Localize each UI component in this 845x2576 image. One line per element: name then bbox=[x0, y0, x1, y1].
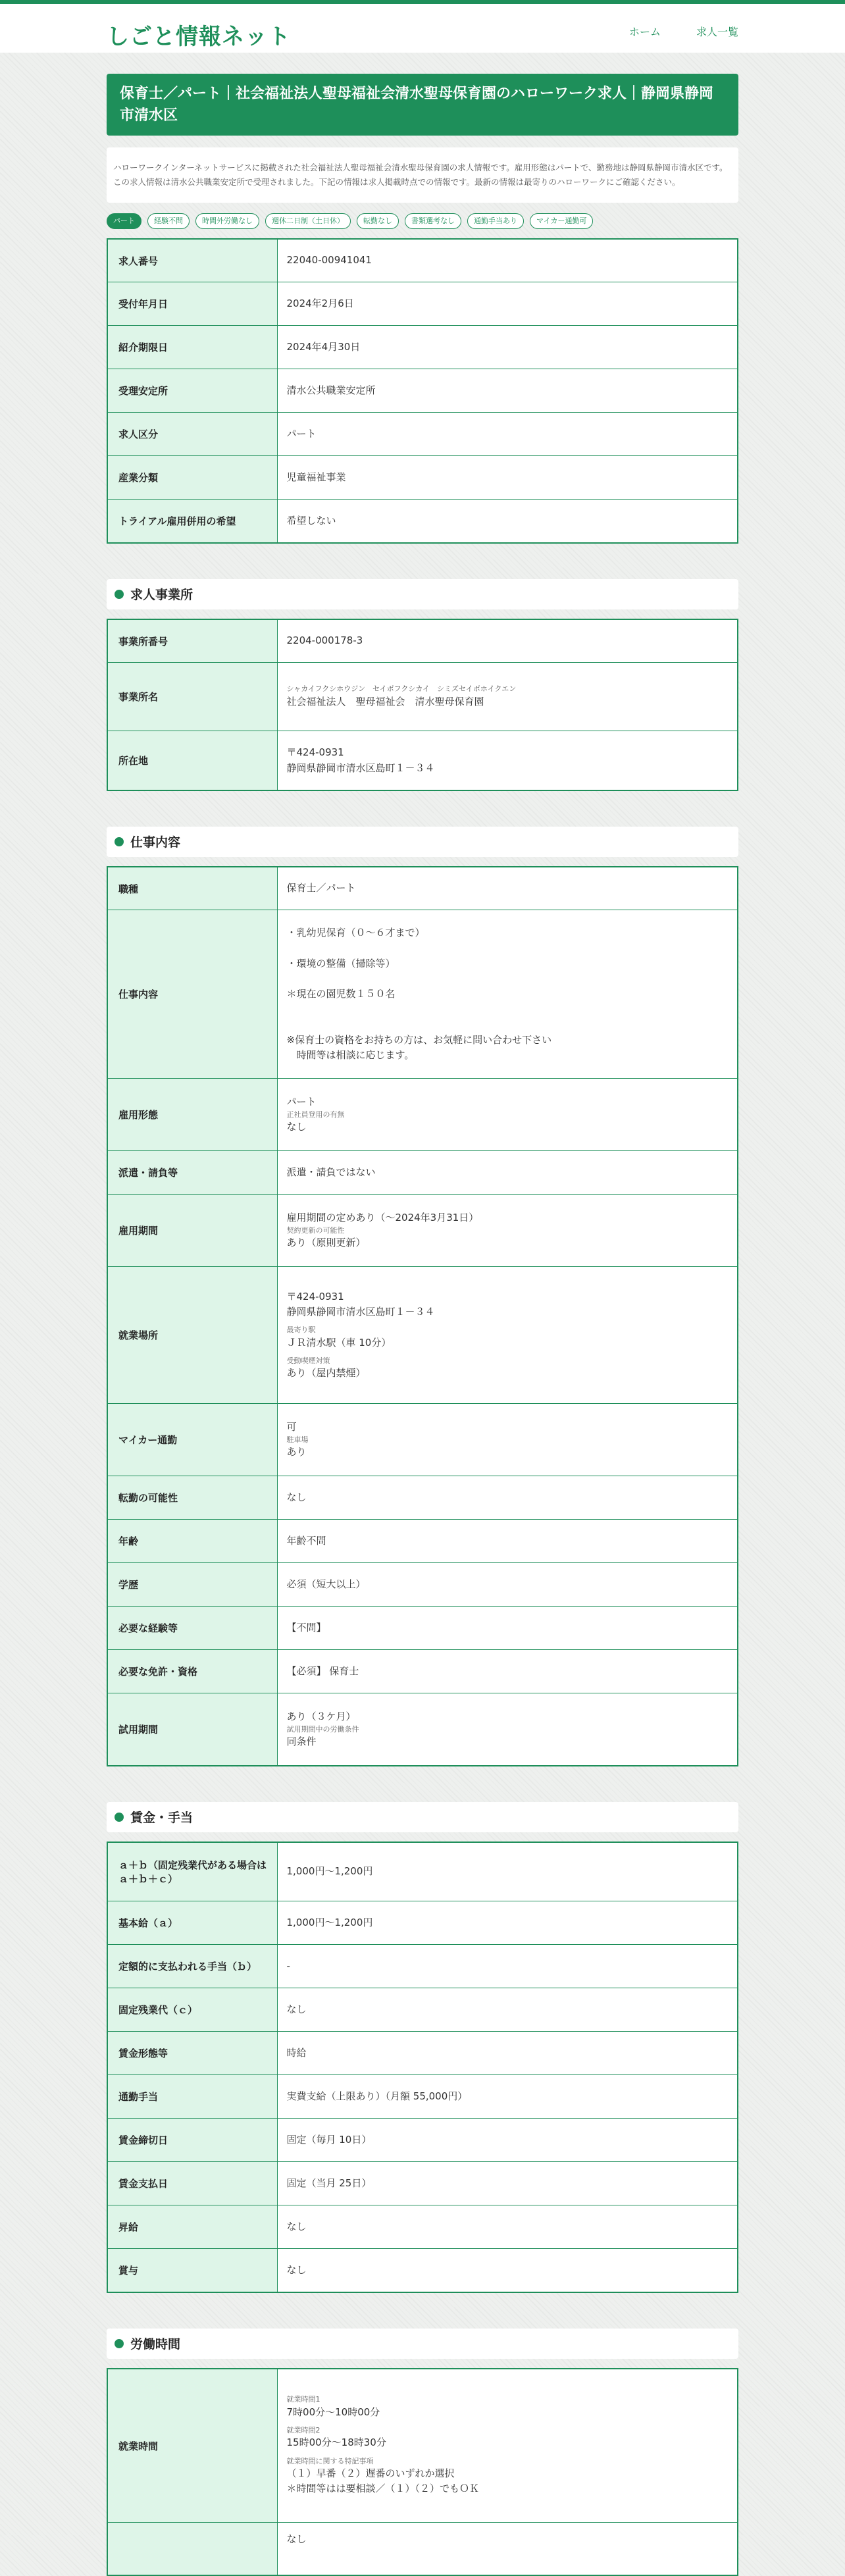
row-value: 児童福祉事業 bbox=[277, 456, 738, 500]
table-row bbox=[107, 731, 738, 790]
sub-label: 契約更新の可能性 bbox=[286, 1226, 345, 1235]
row-value bbox=[277, 1693, 738, 1766]
row-value: 1,000円～1,200円 bbox=[277, 1901, 738, 1945]
hours-table bbox=[107, 2368, 738, 2576]
row-label: 定額的に支払われる手当（ｂ） bbox=[107, 1945, 277, 1988]
section-title: 労働時間 bbox=[130, 2337, 181, 2352]
table-row bbox=[107, 2523, 738, 2575]
row-label: 試用期間 bbox=[107, 1693, 277, 1766]
row-label: 通勤手当 bbox=[107, 2075, 277, 2119]
row-value bbox=[277, 1404, 738, 1476]
trial-condition-value: 同条件 bbox=[286, 1736, 317, 1748]
sub-label: 就業時間に関する特記事項 bbox=[286, 2456, 374, 2465]
table-row bbox=[107, 239, 738, 282]
bullet-dot-icon bbox=[115, 590, 124, 599]
row-value bbox=[277, 663, 738, 731]
hours-note: （１）早番（２）遅番のいずれか選択 ＊時間等はは要相談／（１）（２）でもＯＫ bbox=[286, 2467, 480, 2495]
site-logo[interactable]: しごと情報ネット bbox=[107, 24, 291, 50]
tag: 書類選考なし bbox=[405, 213, 461, 229]
row-label: 学歴 bbox=[107, 1563, 277, 1607]
table-row bbox=[107, 1563, 738, 1607]
table-row bbox=[107, 1650, 738, 1693]
table-row bbox=[107, 2249, 738, 2292]
row-value: 派遣・請負ではない bbox=[277, 1151, 738, 1195]
row-value: - bbox=[277, 1945, 738, 1988]
row-label: 求人区分 bbox=[107, 413, 277, 456]
page-title: 保育士／パート｜社会福祉法人聖母福祉会清水聖母保育園のハローワーク求人｜静岡県静岡市清水区 bbox=[107, 74, 738, 136]
row-value: 1,000円～1,200円 bbox=[277, 1842, 738, 1901]
employment-value: パート bbox=[286, 1095, 317, 1108]
row-label: 職種 bbox=[107, 867, 277, 910]
row-label: 就業時間 bbox=[107, 2369, 277, 2523]
smoke-value: あり（屋内禁煙） bbox=[286, 1367, 366, 1379]
hours-value: 15時00分～18時30分 bbox=[286, 2436, 386, 2449]
section-title: 賃金・手当 bbox=[130, 1811, 193, 1826]
table-row bbox=[107, 1151, 738, 1195]
bullet-dot-icon bbox=[115, 1813, 124, 1822]
sub-label: 試用期間中の労働条件 bbox=[286, 1724, 359, 1734]
parking-value: あり bbox=[286, 1446, 307, 1458]
tag: 通勤手当あり bbox=[467, 213, 524, 229]
table-row bbox=[107, 1267, 738, 1404]
bullet-dot-icon bbox=[115, 2339, 124, 2348]
row-label: 事業所番号 bbox=[107, 619, 277, 663]
section-title: 求人事業所 bbox=[130, 588, 193, 603]
row-value: 実費支給（上限あり）（月額 55,000円） bbox=[277, 2075, 738, 2119]
row-label: 就業場所 bbox=[107, 1267, 277, 1404]
table-row bbox=[107, 1901, 738, 1945]
basic-info-table bbox=[107, 238, 738, 544]
tag: マイカー通勤可 bbox=[530, 213, 593, 229]
table-row bbox=[107, 413, 738, 456]
row-label: マイカー通勤 bbox=[107, 1404, 277, 1476]
table-row bbox=[107, 2369, 738, 2523]
row-label: 賃金形態等 bbox=[107, 2032, 277, 2075]
site-header bbox=[0, 0, 845, 53]
row-value: 22040-00941041 bbox=[277, 239, 738, 282]
row-label: 賃金締切日 bbox=[107, 2119, 277, 2162]
station-value: ＪＲ清水駅（車 10分） bbox=[286, 1336, 392, 1349]
office-name: 社会福祉法人 聖母福祉会 清水聖母保育園 bbox=[286, 696, 484, 708]
row-label: 雇用形態 bbox=[107, 1079, 277, 1151]
row-label: 受付年月日 bbox=[107, 282, 277, 326]
workplace-value: 〒424-0931 静岡県静岡市清水区島町１－３４ bbox=[286, 1290, 435, 1318]
table-row bbox=[107, 1404, 738, 1476]
row-value: 【必須】 保育士 bbox=[277, 1650, 738, 1693]
row-label: 派遣・請負等 bbox=[107, 1151, 277, 1195]
row-label: 賞与 bbox=[107, 2249, 277, 2292]
row-value: 必須（短大以上） bbox=[277, 1563, 738, 1607]
row-value: 希望しない bbox=[277, 500, 738, 543]
row-value: ・乳幼児保育（０～６才まで） ・環境の整備（掃除等） ＊現在の園児数１５０名 ※保育士の資格をお持ちの方は、お気軽に問い合わせ下さい 時間等は相談に応じます。 bbox=[277, 910, 738, 1079]
row-value: 【不問】 bbox=[277, 1607, 738, 1650]
table-row bbox=[107, 2119, 738, 2162]
table-row bbox=[107, 1988, 738, 2032]
table-row bbox=[107, 1693, 738, 1766]
main-nav bbox=[629, 24, 738, 39]
table-row bbox=[107, 1945, 738, 1988]
table-row bbox=[107, 619, 738, 663]
row-value: なし bbox=[277, 2249, 738, 2292]
row-label: 転勤の可能性 bbox=[107, 1476, 277, 1520]
period-value: 雇用期間の定めあり（～2024年3月31日） bbox=[286, 1211, 479, 1224]
renew-value: あり（原則更新） bbox=[286, 1237, 366, 1249]
row-value: 時給 bbox=[277, 2032, 738, 2075]
table-row bbox=[107, 2162, 738, 2205]
row-value: 年齢不問 bbox=[277, 1520, 738, 1563]
table-row bbox=[107, 663, 738, 731]
bullet-dot-icon bbox=[115, 837, 124, 846]
section-heading-hours bbox=[107, 2329, 738, 2359]
row-label: 所在地 bbox=[107, 731, 277, 790]
row-value bbox=[277, 1267, 738, 1404]
sub-label: 最寄り駅 bbox=[286, 1326, 316, 1335]
job-table bbox=[107, 866, 738, 1766]
row-label: 受理安定所 bbox=[107, 369, 277, 413]
section-heading-office bbox=[107, 579, 738, 609]
section-heading-wage bbox=[107, 1802, 738, 1832]
row-label: 紹介期限日 bbox=[107, 326, 277, 369]
main-content bbox=[107, 53, 738, 2576]
table-row bbox=[107, 282, 738, 326]
sub-label: 駐車場 bbox=[286, 1435, 309, 1445]
row-label: 固定残業代（ｃ） bbox=[107, 1988, 277, 2032]
row-value: パート bbox=[277, 413, 738, 456]
row-label: 雇用期間 bbox=[107, 1195, 277, 1267]
table-row bbox=[107, 1607, 738, 1650]
row-value: なし bbox=[277, 2205, 738, 2249]
section-title: 仕事内容 bbox=[130, 835, 181, 850]
row-label: トライアル雇用併用の希望 bbox=[107, 500, 277, 543]
tag: パート bbox=[107, 213, 141, 229]
sub-label: 正社員登用の有無 bbox=[286, 1110, 345, 1120]
row-label bbox=[107, 2523, 277, 2575]
nav-home-link[interactable]: ホーム bbox=[628, 26, 661, 38]
row-label: 求人番号 bbox=[107, 239, 277, 282]
section-heading-job bbox=[107, 827, 738, 857]
row-label: 事業所名 bbox=[107, 663, 277, 731]
row-label: 産業分類 bbox=[107, 456, 277, 500]
row-value: なし bbox=[277, 2523, 738, 2575]
row-label: 基本給（ａ） bbox=[107, 1901, 277, 1945]
nav-job-list-link[interactable]: 求人一覧 bbox=[696, 26, 738, 38]
tag: 週休二日制（土日休） bbox=[265, 213, 351, 229]
table-row bbox=[107, 910, 738, 1079]
sub-label: 就業時間1 bbox=[286, 2395, 320, 2404]
row-value: 2024年2月6日 bbox=[277, 282, 738, 326]
tag: 転勤なし bbox=[357, 213, 399, 229]
row-label: 必要な経験等 bbox=[107, 1607, 277, 1650]
row-value bbox=[277, 1079, 738, 1151]
row-value bbox=[277, 2369, 738, 2523]
row-value: 〒424-0931 静岡県静岡市清水区島町１－３４ bbox=[277, 731, 738, 790]
office-table bbox=[107, 619, 738, 791]
table-row bbox=[107, 867, 738, 910]
sub-label: 受動喫煙対策 bbox=[286, 1356, 330, 1365]
table-row bbox=[107, 2032, 738, 2075]
intro-text: ハローワークインターネットサービスに掲載された社会福祉法人聖母福祉会清水聖母保育園の求人情報です。雇用形態はパートで、勤務地は静岡県静岡市清水区です。この求人情報は清水公共職業安定所で受理されました。下記の情報は求人掲載時点での情報です。最新の情報は最寄りのハローワークにご確認ください。 bbox=[107, 147, 738, 203]
row-value: なし bbox=[277, 1988, 738, 2032]
row-label: 賃金支払日 bbox=[107, 2162, 277, 2205]
table-row bbox=[107, 1476, 738, 1520]
row-label: 必要な免許・資格 bbox=[107, 1650, 277, 1693]
row-label: 昇給 bbox=[107, 2205, 277, 2249]
wage-table bbox=[107, 1842, 738, 2293]
row-value: 固定（毎月 10日） bbox=[277, 2119, 738, 2162]
row-value: 保育士／パート bbox=[277, 867, 738, 910]
regular-value: なし bbox=[286, 1121, 307, 1133]
car-value: 可 bbox=[286, 1420, 297, 1433]
table-row bbox=[107, 1520, 738, 1563]
table-row bbox=[107, 2205, 738, 2249]
row-value: 清水公共職業安定所 bbox=[277, 369, 738, 413]
row-value: 2204-000178-3 bbox=[277, 619, 738, 663]
trial-value: あり（３ケ月） bbox=[286, 1710, 356, 1722]
table-row bbox=[107, 1079, 738, 1151]
sub-label: 就業時間2 bbox=[286, 2426, 320, 2435]
table-row bbox=[107, 2075, 738, 2119]
row-label: 年齢 bbox=[107, 1520, 277, 1563]
feature-tags bbox=[107, 213, 738, 229]
row-value: 固定（当月 25日） bbox=[277, 2162, 738, 2205]
row-label: 仕事内容 bbox=[107, 910, 277, 1079]
table-row bbox=[107, 1195, 738, 1267]
hours-value: 7時00分～10時00分 bbox=[286, 2406, 380, 2418]
table-row bbox=[107, 326, 738, 369]
row-value bbox=[277, 1195, 738, 1267]
table-row bbox=[107, 500, 738, 543]
tag: 時間外労働なし bbox=[195, 213, 259, 229]
tag: 経験不問 bbox=[147, 213, 190, 229]
office-name-kana: シャカイフクシホウジン セイボフクシカイ シミズセイボホイクエン bbox=[286, 684, 517, 693]
row-value: なし bbox=[277, 1476, 738, 1520]
row-value: 2024年4月30日 bbox=[277, 326, 738, 369]
row-label: ａ＋ｂ（固定残業代がある場合はａ＋ｂ＋ｃ） bbox=[107, 1842, 277, 1901]
table-row bbox=[107, 369, 738, 413]
table-row bbox=[107, 456, 738, 500]
table-row bbox=[107, 1842, 738, 1901]
